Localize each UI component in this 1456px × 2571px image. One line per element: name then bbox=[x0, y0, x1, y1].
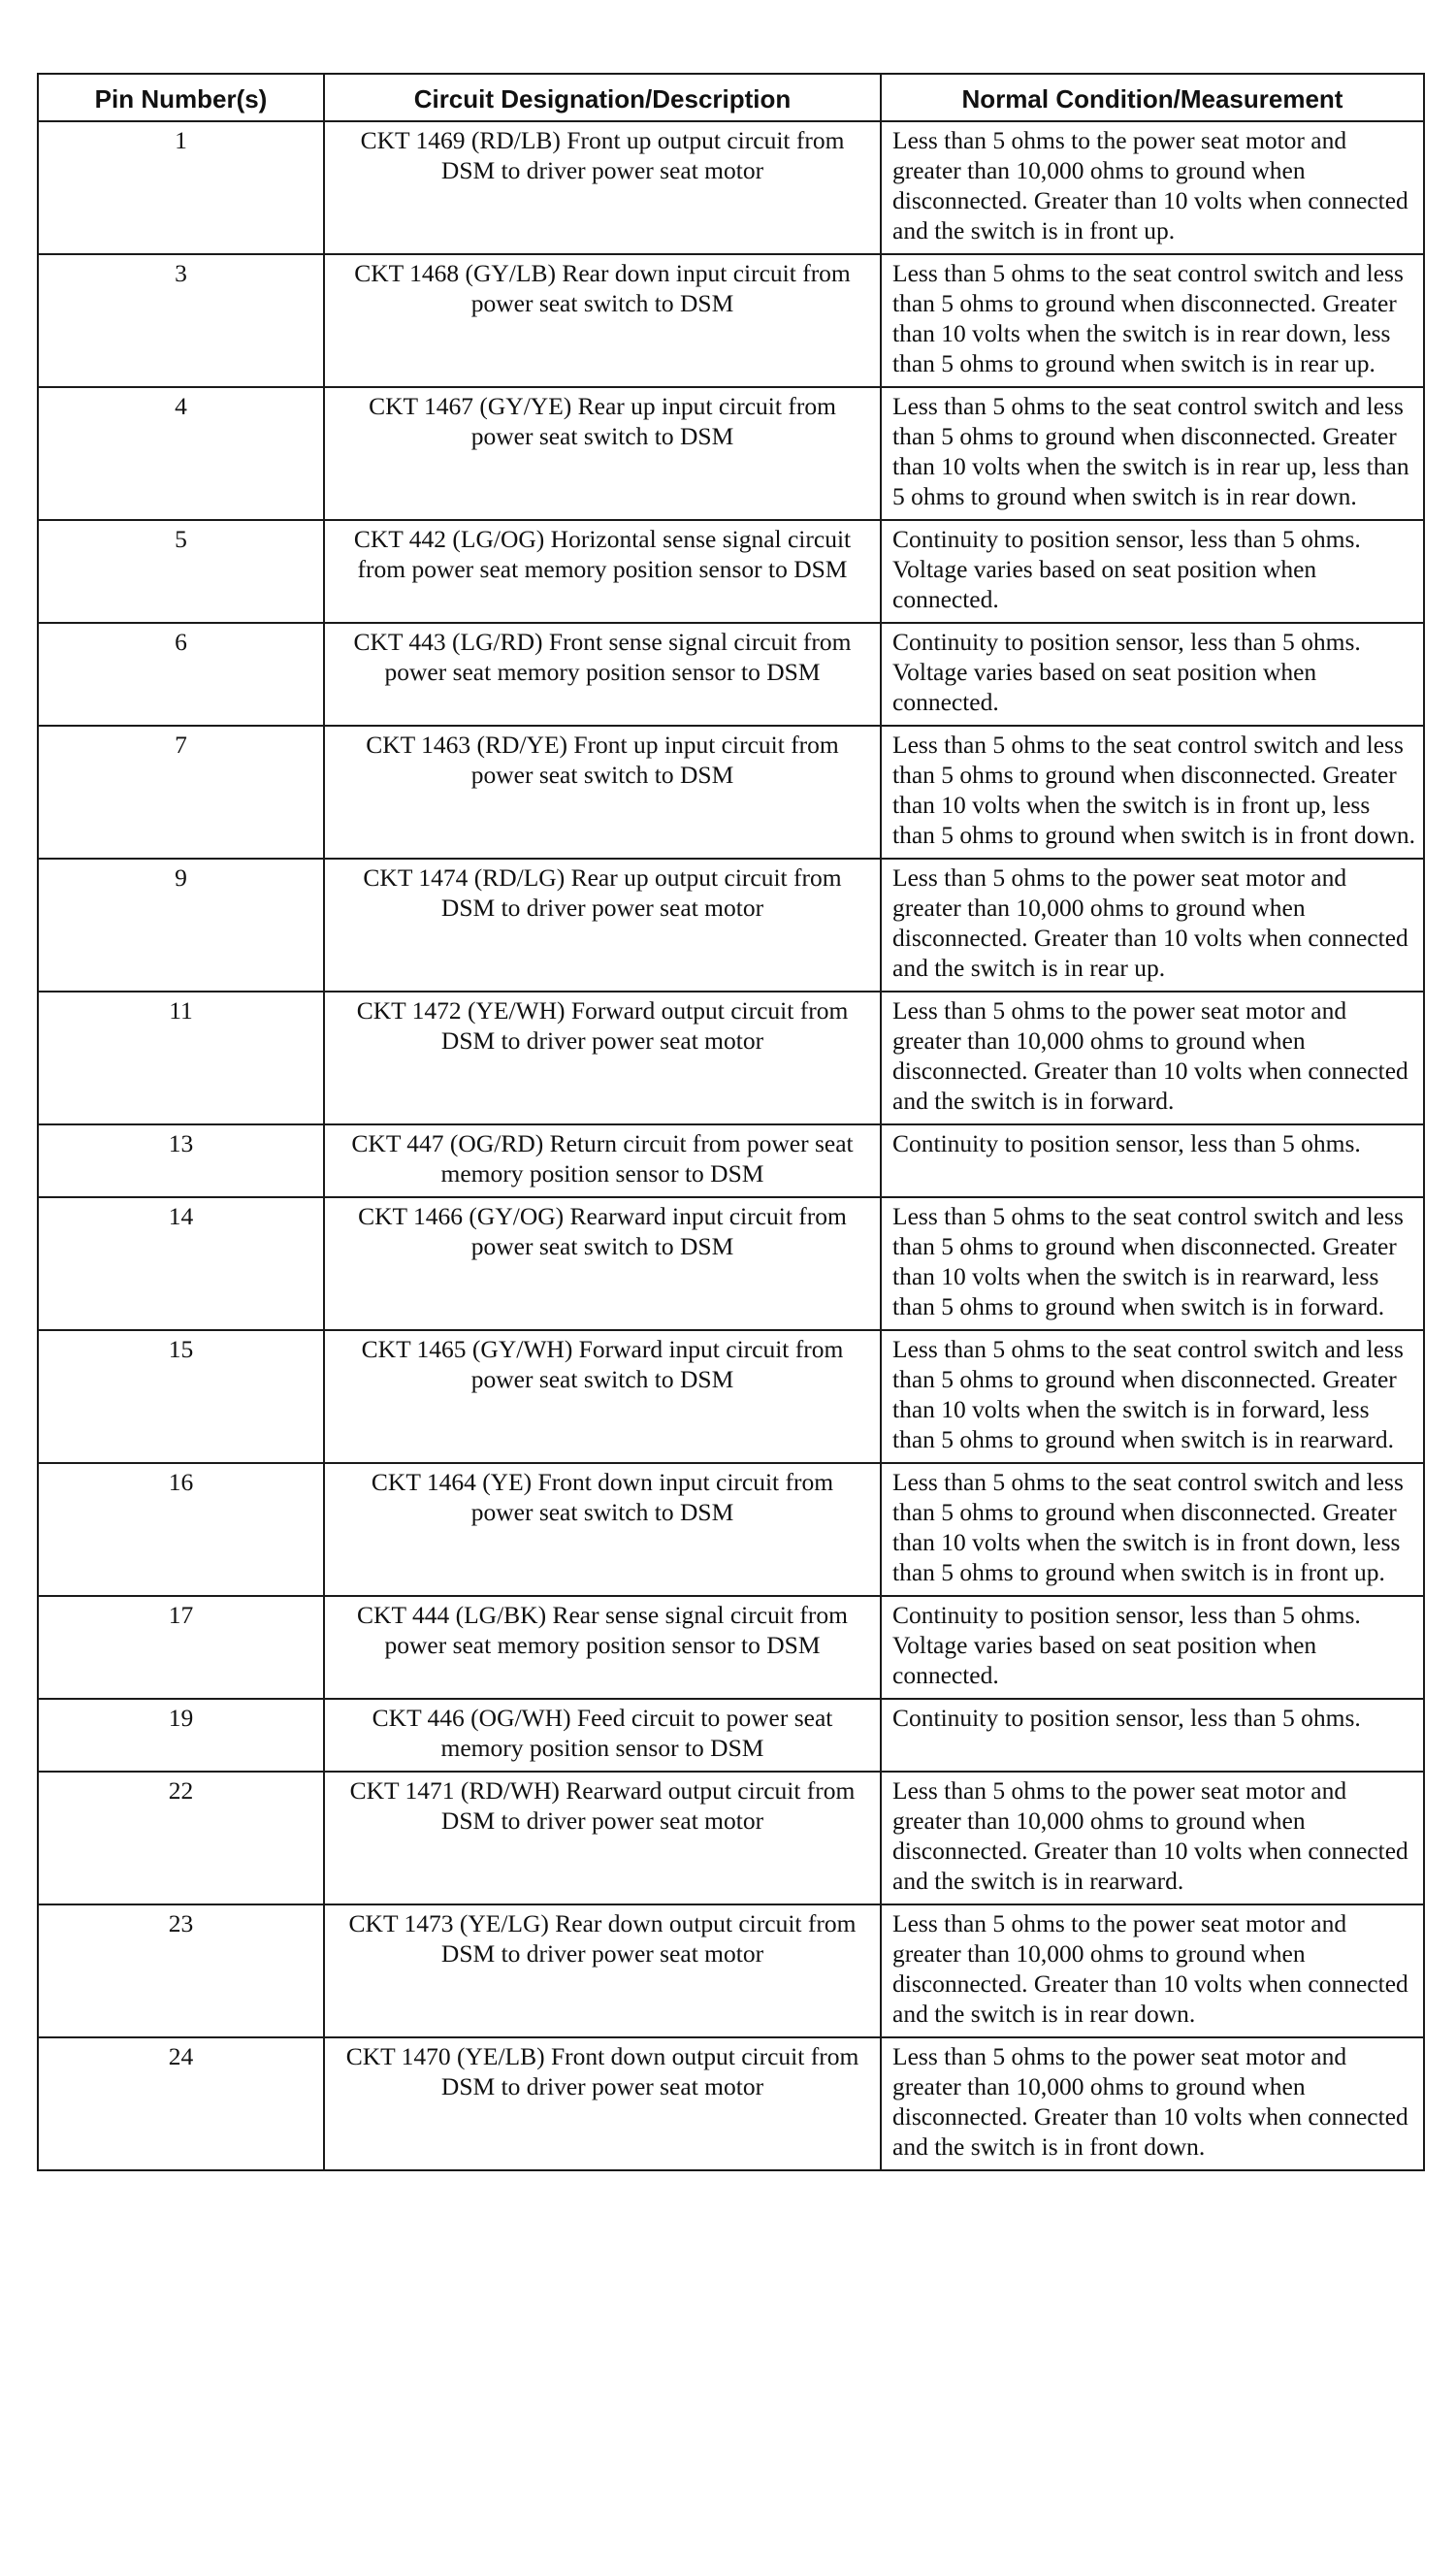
description-cell: CKT 1471 (RD/WH) Rearward output circuit from DSM to driver power seat motor bbox=[324, 1772, 881, 1904]
description-cell: CKT 1465 (GY/WH) Forward input circuit from power seat switch to DSM bbox=[324, 1330, 881, 1463]
table-row bbox=[38, 121, 1424, 254]
condition-cell: Continuity to position sensor, less than 5 ohms. Voltage varies based on seat position when connected. bbox=[881, 520, 1424, 623]
table-row bbox=[38, 992, 1424, 1124]
pin-cell: 19 bbox=[38, 1699, 324, 1772]
condition-cell: Less than 5 ohms to the power seat motor and greater than 10,000 ohms to ground when disconnected. Greater than 10 volts when connected and the switch is in front up. bbox=[881, 121, 1424, 254]
description-cell: CKT 1470 (YE/LB) Front down output circuit from DSM to driver power seat motor bbox=[324, 2037, 881, 2170]
condition-cell: Less than 5 ohms to the power seat motor and greater than 10,000 ohms to ground when disconnected. Greater than 10 volts when connected and the switch is in forward. bbox=[881, 992, 1424, 1124]
table-row bbox=[38, 1197, 1424, 1330]
pin-cell: 15 bbox=[38, 1330, 324, 1463]
table-row bbox=[38, 1699, 1424, 1772]
description-cell: CKT 1463 (RD/YE) Front up input circuit from power seat switch to DSM bbox=[324, 726, 881, 859]
table-header bbox=[38, 74, 1424, 121]
condition-cell: Continuity to position sensor, less than 5 ohms. bbox=[881, 1124, 1424, 1197]
pin-cell: 4 bbox=[38, 387, 324, 520]
pin-table bbox=[37, 73, 1425, 2171]
description-cell: CKT 1473 (YE/LG) Rear down output circuit from DSM to driver power seat motor bbox=[324, 1904, 881, 2037]
table-row bbox=[38, 1904, 1424, 2037]
pin-cell: 16 bbox=[38, 1463, 324, 1596]
header-row bbox=[38, 74, 1424, 121]
description-cell: CKT 443 (LG/RD) Front sense signal circuit from power seat memory position sensor to DSM bbox=[324, 623, 881, 726]
pin-cell: 7 bbox=[38, 726, 324, 859]
table-row bbox=[38, 2037, 1424, 2170]
description-cell: CKT 444 (LG/BK) Rear sense signal circuit from power seat memory position sensor to DSM bbox=[324, 1596, 881, 1699]
pin-cell: 1 bbox=[38, 121, 324, 254]
table-row bbox=[38, 254, 1424, 387]
table-row bbox=[38, 859, 1424, 992]
pin-cell: 3 bbox=[38, 254, 324, 387]
condition-cell: Continuity to position sensor, less than 5 ohms. bbox=[881, 1699, 1424, 1772]
table-row bbox=[38, 623, 1424, 726]
pin-cell: 9 bbox=[38, 859, 324, 992]
description-cell: CKT 1468 (GY/LB) Rear down input circuit from power seat switch to DSM bbox=[324, 254, 881, 387]
table-row bbox=[38, 1772, 1424, 1904]
header-condition: Normal Condition/Measurement bbox=[881, 74, 1424, 121]
pin-cell: 23 bbox=[38, 1904, 324, 2037]
table-row bbox=[38, 1596, 1424, 1699]
pin-cell: 13 bbox=[38, 1124, 324, 1197]
description-cell: CKT 1464 (YE) Front down input circuit from power seat switch to DSM bbox=[324, 1463, 881, 1596]
table-row bbox=[38, 520, 1424, 623]
description-cell: CKT 1474 (RD/LG) Rear up output circuit from DSM to driver power seat motor bbox=[324, 859, 881, 992]
condition-cell: Continuity to position sensor, less than 5 ohms. Voltage varies based on seat position when connected. bbox=[881, 623, 1424, 726]
description-cell: CKT 1469 (RD/LB) Front up output circuit from DSM to driver power seat motor bbox=[324, 121, 881, 254]
table-body bbox=[38, 121, 1424, 2170]
condition-cell: Less than 5 ohms to the seat control switch and less than 5 ohms to ground when disconnected. Greater than 10 volts when the switch is in rear down, less than 5 ohms to ground when switch is in rear up. bbox=[881, 254, 1424, 387]
pin-cell: 24 bbox=[38, 2037, 324, 2170]
condition-cell: Less than 5 ohms to the power seat motor and greater than 10,000 ohms to ground when disconnected. Greater than 10 volts when connected and the switch is in rear down. bbox=[881, 1904, 1424, 2037]
description-cell: CKT 1472 (YE/WH) Forward output circuit from DSM to driver power seat motor bbox=[324, 992, 881, 1124]
table-row bbox=[38, 1463, 1424, 1596]
condition-cell: Less than 5 ohms to the power seat motor and greater than 10,000 ohms to ground when disconnected. Greater than 10 volts when connected and the switch is in rear up. bbox=[881, 859, 1424, 992]
condition-cell: Less than 5 ohms to the seat control switch and less than 5 ohms to ground when disconnected. Greater than 10 volts when the switch is in forward, less than 5 ohms to ground when switch is in rearward. bbox=[881, 1330, 1424, 1463]
pin-cell: 22 bbox=[38, 1772, 324, 1904]
description-cell: CKT 447 (OG/RD) Return circuit from power seat memory position sensor to DSM bbox=[324, 1124, 881, 1197]
header-pin: Pin Number(s) bbox=[38, 74, 324, 121]
condition-cell: Less than 5 ohms to the seat control switch and less than 5 ohms to ground when disconnected. Greater than 10 volts when the switch is in front up, less than 5 ohms to ground when switch is in front down. bbox=[881, 726, 1424, 859]
condition-cell: Less than 5 ohms to the seat control switch and less than 5 ohms to ground when disconnected. Greater than 10 volts when the switch is in rear up, less than 5 ohms to ground when switch is in rear down. bbox=[881, 387, 1424, 520]
condition-cell: Less than 5 ohms to the seat control switch and less than 5 ohms to ground when disconnected. Greater than 10 volts when the switch is in rearward, less than 5 ohms to ground when switch is in forward. bbox=[881, 1197, 1424, 1330]
condition-cell: Less than 5 ohms to the seat control switch and less than 5 ohms to ground when disconnected. Greater than 10 volts when the switch is in front down, less than 5 ohms to ground when switch is in front up. bbox=[881, 1463, 1424, 1596]
table-row bbox=[38, 387, 1424, 520]
pin-cell: 14 bbox=[38, 1197, 324, 1330]
description-cell: CKT 1467 (GY/YE) Rear up input circuit from power seat switch to DSM bbox=[324, 387, 881, 520]
condition-cell: Less than 5 ohms to the power seat motor and greater than 10,000 ohms to ground when disconnected. Greater than 10 volts when connected and the switch is in front down. bbox=[881, 2037, 1424, 2170]
pin-cell: 11 bbox=[38, 992, 324, 1124]
table-row bbox=[38, 726, 1424, 859]
table-row bbox=[38, 1330, 1424, 1463]
pin-cell: 17 bbox=[38, 1596, 324, 1699]
pin-cell: 6 bbox=[38, 623, 324, 726]
header-description: Circuit Designation/Description bbox=[324, 74, 881, 121]
pin-cell: 5 bbox=[38, 520, 324, 623]
condition-cell: Less than 5 ohms to the power seat motor and greater than 10,000 ohms to ground when disconnected. Greater than 10 volts when connected and the switch is in rearward. bbox=[881, 1772, 1424, 1904]
description-cell: CKT 1466 (GY/OG) Rearward input circuit from power seat switch to DSM bbox=[324, 1197, 881, 1330]
table-row bbox=[38, 1124, 1424, 1197]
condition-cell: Continuity to position sensor, less than 5 ohms. Voltage varies based on seat position when connected. bbox=[881, 1596, 1424, 1699]
description-cell: CKT 442 (LG/OG) Horizontal sense signal circuit from power seat memory position sensor to DSM bbox=[324, 520, 881, 623]
description-cell: CKT 446 (OG/WH) Feed circuit to power seat memory position sensor to DSM bbox=[324, 1699, 881, 1772]
